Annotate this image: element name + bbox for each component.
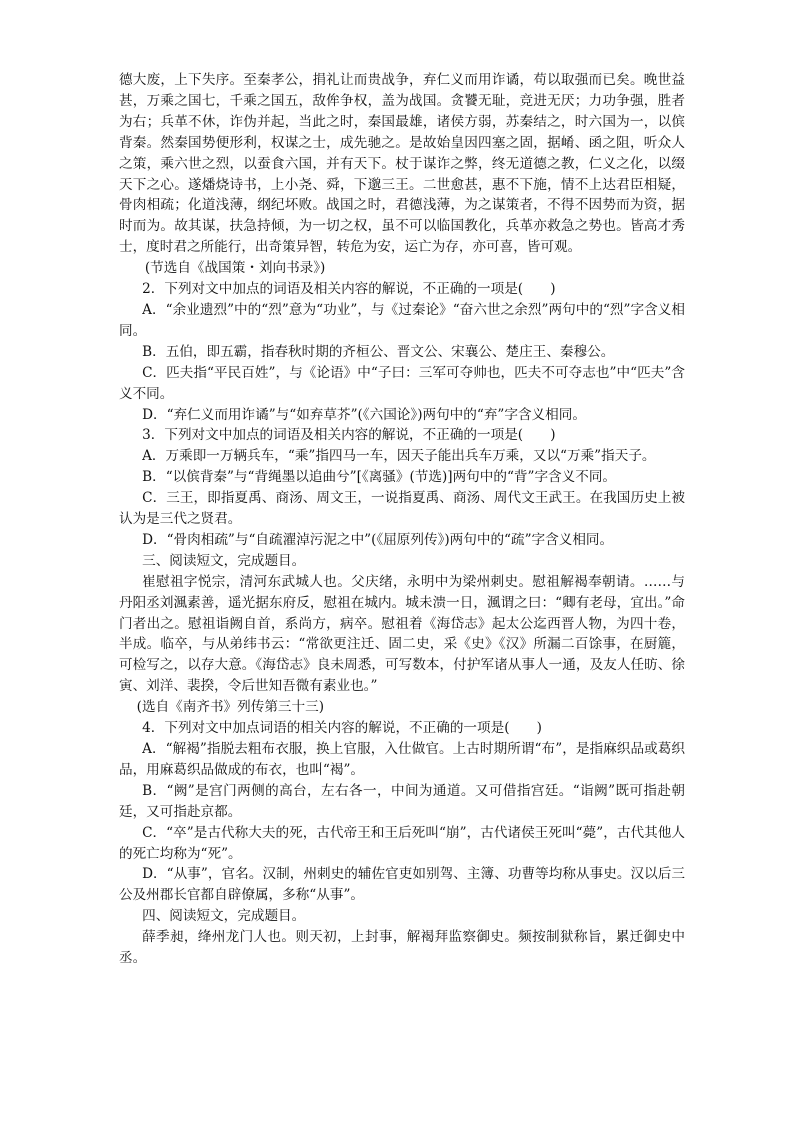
- question-2-option-c: C．匹夫指“平民百姓”，与《论语》中“子曰：三军可夺帅也，匹夫不可夺志也”中“匹夫”含义不同。: [119, 364, 685, 402]
- section-3-text: 崔慰祖字悦宗，清河东武城人也。父庆绪，永明中为梁州刺史。慰祖解褐奉朝请。……与丹阳丞刘渢素善，遥光据东府反，慰祖在城内。城未溃一日，渢谓之曰：“卿有老母，宜出。”命门者出之。慰祖诣阙自首，系尚方，病卒。慰祖着《海岱志》起太公迄西晋人物，为四十卷，半成。临卒，与从弟纬书云：“常欲更注迁、固二史，采《史》《汉》所漏二百馀事，在厨簏，可检写之，以存大意。《海岱志》良未周悉，可写数本，付护军诸从事人一通，及友人任昉、徐寅、刘洋、裴揆，令后世知吾微有素业也。”: [119, 573, 685, 695]
- question-2-stem: 2．下列对文中加点的词语及相关内容的解说，不正确的一项是( ): [142, 281, 556, 298]
- question-4-option-b: B．“阙”是宫门两侧的高台，左右各一，中间为通道。又可借指宫廷。“诣阙”既可指赴朝廷，又可指赴京都。: [119, 782, 685, 820]
- question-4-stem: 4．下列对文中加点词语的相关内容的解说，不正确的一项是( ): [142, 720, 542, 737]
- question-4-option-c: C．“卒”是古代称大夫的死，古代帝王和王后死叫“崩”，古代诸侯王死叫“薨”，古代其他人的死亡均称为“死”。: [119, 824, 685, 862]
- question-2-option-a: A．“余业遗烈”中的“烈”意为“功业”，与《过秦论》“奋六世之余烈”两句中的“烈”字含义相同。: [119, 301, 685, 339]
- section-4-heading: 四、阅读短文，完成题目。: [142, 908, 306, 925]
- question-3-option-c: C．三王，即指夏禹、商汤、周文王，一说指夏禹、商汤、周代文王武王。在我国历史上被认为是三代之贤君。: [119, 490, 685, 528]
- section-3-heading: 三、阅读短文，完成题目。: [142, 552, 306, 569]
- question-3-option-a: A．万乘即一万辆兵车，“乘”指四马一车，因天子能出兵车万乘，又以“万乘”指天子。: [142, 448, 656, 465]
- question-4-option-d: D．“从事”，官名。汉制，州刺史的辅佐官吏如别驾、主簿、功曹等均称从事史。汉以后三公及州郡长官都自辟僚属，多称“从事”。: [119, 866, 685, 904]
- section-4-text: 薛季昶，绛州龙门人也。则天初，上封事，解褐拜监察御史。频按制狱称旨，累迁御史中丞。: [119, 929, 685, 967]
- document-page: [119, 70, 685, 969]
- question-3-option-d: D．“骨肉相疏”与“自疏濯淖污泥之中”(《屈原列传》)两句中的“疏”字含义相同。: [142, 531, 614, 548]
- passage-1-source: (节选自《战国策・刘向书录》): [144, 260, 326, 277]
- section-3-source: (选自《南齐书》列传第三十三): [136, 699, 324, 716]
- question-2-option-b: B．五伯，即五霸，指春秋时期的齐桓公、晋文公、宋襄公、楚庄王、秦穆公。: [142, 343, 615, 360]
- question-3-option-b: B．“以傧背秦”与“背绳墨以追曲兮”[《离骚》(节选)]两句中的“背”字含义不同。: [142, 469, 617, 486]
- question-3-stem: 3．下列对文中加点的词语及相关内容的解说，不正确的一项是( ): [142, 427, 556, 444]
- question-4-option-a: A．“解褐”指脱去粗布衣服，换上官服，入仕做官。上古时期所谓“布”，是指麻织品或葛织品，用麻葛织品做成的布衣，也叫“褐”。: [119, 741, 685, 778]
- passage-1-text: 德大废，上下失序。至秦孝公，捐礼让而贵战争，弃仁义而用诈谲，苟以取强而已矣。晚世益甚，万乘之国七，千乘之国五，敌侔争权，盖为战国。贪饕无耻，竞进无厌；力功争强，胜者为右；兵革不休，诈伪并起，当此之时，秦国最雄，诸侯方弱，苏秦结之，时六国为一，以傧背秦。然秦国势便形利，权谋之士，成先驰之。是故始皇因四塞之固，据崤、函之阻，听众人之策，乘六世之烈，以蚕食六国，并有天下。杖于谋诈之弊，终无道德之教，仁义之化，以缀天下之心。遂燔烧诗书，上小尧、舜，下邈三王。二世愈甚，惠不下施，情不上达君臣相疑，骨肉相疏；化道浅薄，纲纪坏败。战国之时，君德浅薄，为之谋策者，不得不因势而为资，据时而为。故其谋，扶急持倾，为一切之权，虽不可以临国教化，兵革亦救急之势也。皆高才秀士，度时君之所能行，出奇策异智，转危为安，运亡为存，亦可喜，皆可观。: [119, 72, 685, 256]
- question-2-option-d: D．“弃仁义而用诈谲”与“如弃草芥”(《六国论》)两句中的“弃”字含义相同。: [142, 406, 586, 423]
